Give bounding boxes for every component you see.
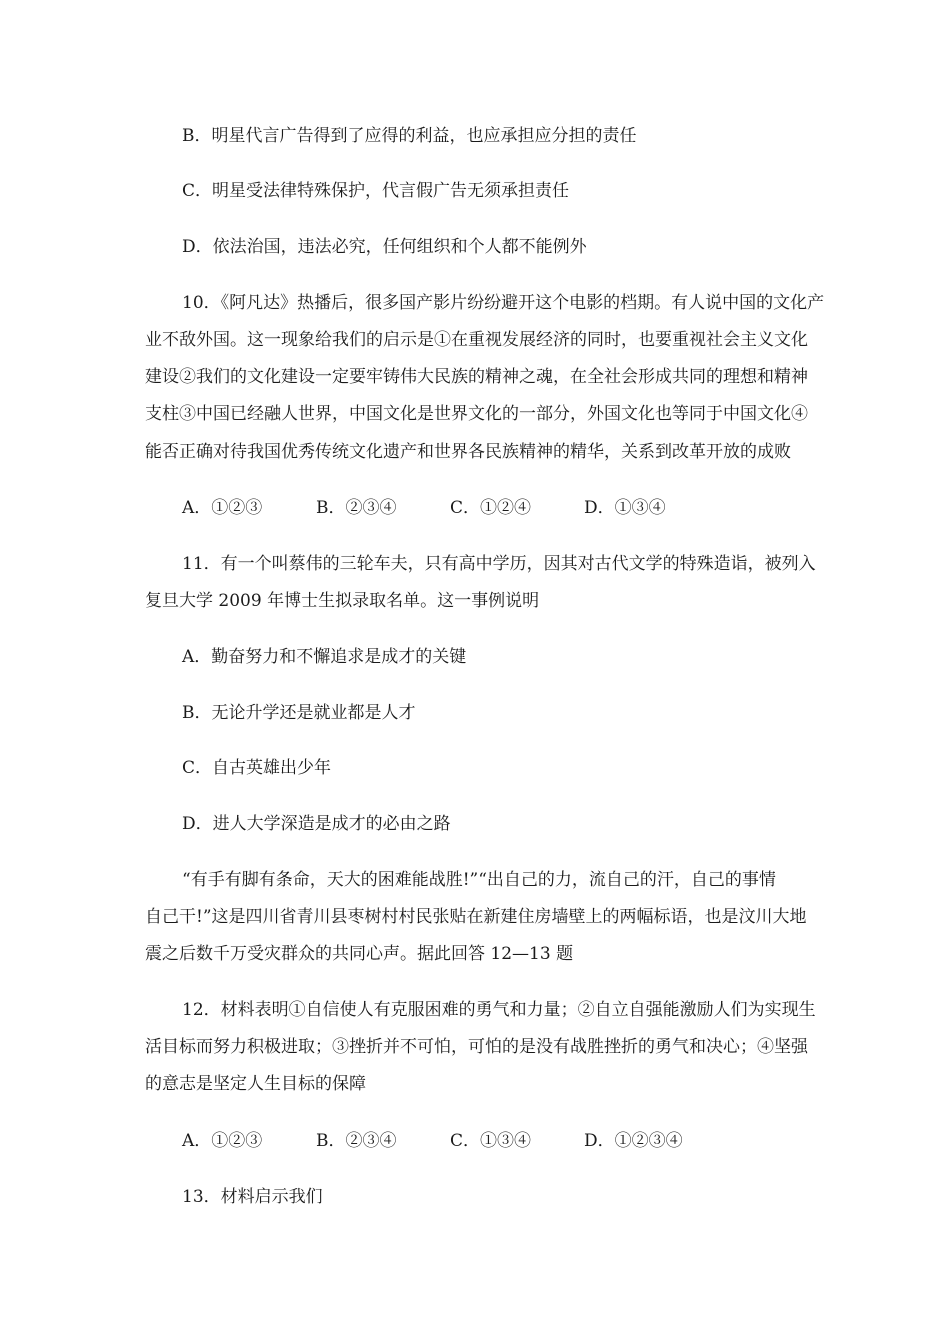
q12-option-c: C．①③④ xyxy=(450,1131,532,1151)
material-line-1: “有手有脚有条命，天大的困难能战胜!”“出自己的力，流自己的汗，自己的事情 xyxy=(182,870,776,890)
q10-stem-line-2: 业不敌外国。这一现象给我们的启示是①在重视发展经济的同时，也要重视社会主义文化 xyxy=(145,330,808,350)
q12-option-d: D．①②③④ xyxy=(584,1131,683,1151)
q10-stem-line-4: 支柱③中国已经融人世界，中国文化是世界文化的一部分，外国文化也等同于中国文化④ xyxy=(145,404,808,424)
q10-option-a: A．①②③ xyxy=(182,498,263,518)
q11-stem-line-1: 11．有一个叫蔡伟的三轮车夫，只有高中学历，因其对古代文学的特殊造诣，被列入 xyxy=(182,554,816,574)
q11-option-a: A．勤奋努力和不懈追求是成才的关键 xyxy=(182,647,467,667)
q10-option-d: D．①③④ xyxy=(584,498,666,518)
q13-stem: 13．材料启示我们 xyxy=(182,1187,323,1207)
q9-option-b: B．明星代言广告得到了应得的利益，也应承担应分担的责任 xyxy=(182,126,637,146)
q10-stem-line-5: 能否正确对待我国优秀传统文化遗产和世界各民族精神的精华，关系到改革开放的成败 xyxy=(145,442,791,462)
q10-option-b: B．②③④ xyxy=(316,498,397,518)
q9-option-c: C．明星受法律特殊保护，代言假广告无须承担责任 xyxy=(182,181,570,201)
q12-stem-line-2: 活目标而努力积极进取；③挫折并不可怕，可怕的是没有战胜挫折的勇气和决心；④坚强 xyxy=(145,1037,808,1057)
q11-option-d: D．进人大学深造是成才的必由之路 xyxy=(182,814,451,834)
q12-stem-line-3: 的意志是坚定人生目标的保障 xyxy=(145,1074,366,1094)
q12-stem-line-1: 12．材料表明①自信使人有克服困难的勇气和力量；②自立自强能激励人们为实现生 xyxy=(182,1000,816,1020)
q11-stem-line-2: 复旦大学 2009 年博士生拟录取名单。这一事例说明 xyxy=(145,591,540,611)
q12-option-a: A．①②③ xyxy=(182,1131,263,1151)
q9-option-d: D．依法治国，违法必究，任何组织和个人都不能例外 xyxy=(182,237,587,257)
material-line-2: 自己干!”这是四川省青川县枣树村村民张贴在新建住房墙壁上的两幅标语，也是汶川大地 xyxy=(145,907,807,927)
q12-option-b: B．②③④ xyxy=(316,1131,397,1151)
q11-option-b: B．无论升学还是就业都是人才 xyxy=(182,703,416,723)
q11-option-c: C．自古英雄出少年 xyxy=(182,758,332,778)
q10-stem-line-3: 建设②我们的文化建设一定要牢铸伟大民族的精神之魂，在全社会形成共同的理想和精神 xyxy=(145,367,808,387)
q10-stem-line-1: 10．《阿凡达》热播后，很多国产影片纷纷避开这个电影的档期。有人说中国的文化产 xyxy=(182,293,825,313)
q10-option-c: C．①②④ xyxy=(450,498,532,518)
material-line-3: 震之后数千万受灾群众的共同心声。据此回答 12—13 题 xyxy=(145,944,574,964)
